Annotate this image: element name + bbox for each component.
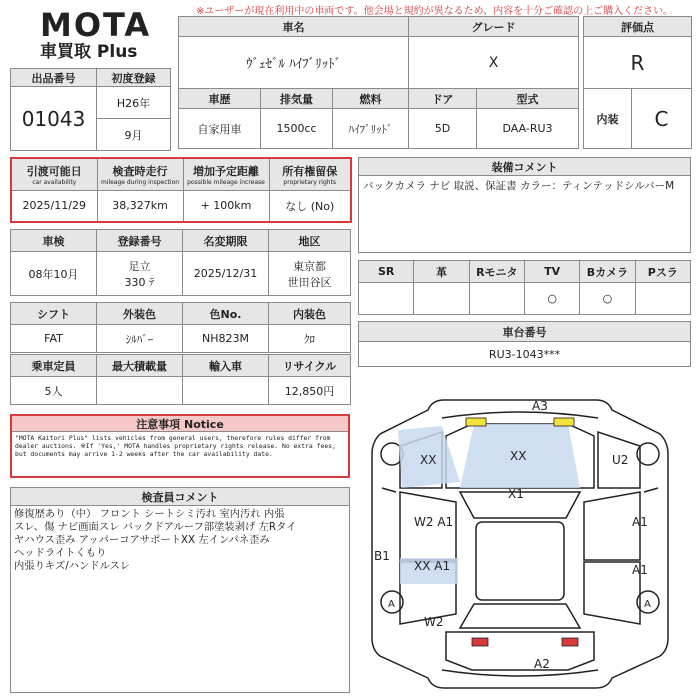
history-value: 自家用車 [179,109,261,149]
inspector-line: 修復歴あり（中） フロント シートシミ汚れ 室内汚れ 内張 [14,508,285,520]
label-xx-top: XX [510,449,527,463]
door-value: 5D [409,109,477,149]
right-mirror [644,488,658,492]
interior-color-value: ｸﾛ [269,325,351,353]
recycle-value: 12,850円 [269,377,351,405]
district-value: 東京都 世田谷区 [269,252,351,296]
grade-label: グレード [409,17,579,37]
label-a1-right-top: A1 [632,515,648,529]
chassis-number-value: RU3-1043*** [488,347,561,361]
exterior-color-value: ｼﾙﾊﾞｰ [97,325,183,353]
option-label: SR [359,261,414,283]
chassis-number-title: 車台番号 [359,322,690,342]
history-label: 車歴 [179,89,261,109]
fuel-value: ﾊｲﾌﾞﾘｯﾄﾞ [333,109,409,149]
inspection-table [10,229,351,296]
label-wheel-a-right: A [644,599,651,610]
inspector-line: ヘッドライトくもり [14,547,107,559]
option-label: TV [524,261,579,283]
score-table [583,16,692,149]
label-w2-a1: W2 A1 [414,515,454,529]
imported-label: 輸入車 [183,355,269,377]
front-bumper-line [442,412,598,418]
max-load-value [97,377,183,405]
grade-value: X [409,37,579,89]
mota-logo [40,8,150,64]
option-value [359,283,414,315]
label-a1-right-bottom: A1 [632,563,648,577]
option-label: Bカメラ [580,261,635,283]
label-b1: B1 [374,549,390,563]
label-w2: W2 [424,615,444,629]
capacity-label: 乗車定員 [11,355,97,377]
yellow-marker-right [554,418,574,426]
shaken-value: 08年10月 [11,252,97,296]
label-wheel-a-left: A [388,599,395,610]
displacement-label: 排気量 [261,89,333,109]
interior-label: 内装 [584,89,632,149]
shift-label: シフト [11,303,97,325]
label-a2: A2 [534,657,550,671]
option-value [469,283,524,315]
logo-sub: 車買取 Plus [40,42,138,62]
score-value: R [584,37,692,89]
proprietary-rights-label: 所有権留保 proprietary rights [269,158,351,190]
red-marker-left [472,638,488,646]
car-name-value: ｳﾞｪｾﾞﾙ ﾊｲﾌﾞﾘｯﾄﾞ [179,37,409,89]
label-u2: U2 [612,453,629,467]
notice-box [10,414,350,478]
max-load-label: 最大積載量 [97,355,183,377]
option-label: 革 [414,261,469,283]
car-name-label: 車名 [179,17,409,37]
registration-no-label: 登録番号 [97,230,183,252]
inspector-title: 検査員コメント [11,488,349,506]
availability-date-label: 引渡可能日 car availability [11,158,97,190]
proprietary-rights-value: なし (No) [269,190,351,222]
inspector-line: スレ、傷 ナビ画面スレ バックドアルーフ部塗装剥げ 左Rタイ [14,521,297,533]
model-value: DAA-RU3 [477,109,579,149]
option-value [635,283,690,315]
chassis-number-box [358,321,691,367]
option-label: Pスラ [635,261,690,283]
left-mirror [382,488,396,492]
yellow-marker-left [466,418,486,426]
door-label: ドア [409,89,477,109]
color-no-value: NH823M [183,325,269,353]
interior-color-label: 内装色 [269,303,351,325]
interior-value: C [632,89,692,149]
rear-window [460,604,580,628]
first-registration-label: 初度登録 [97,69,171,87]
registration-month: 9月 [97,119,171,151]
model-label: 型式 [477,89,579,109]
option-value [414,283,469,315]
mileage-increase-label: 増加予定距離 possible mileage increase [183,158,269,190]
inspector-line: ヤハウス歪み アッパーコアサポートXX 左インパネ歪み [14,534,270,546]
inspector-comment [10,487,350,693]
red-marker-right [562,638,578,646]
label-a3: A3 [532,399,548,413]
listing-no-label: 出品番号 [11,69,97,87]
label-xx-a1: XX A1 [414,559,451,573]
displacement-value: 1500cc [261,109,333,149]
option-value: ○ [580,283,635,315]
availability-date-value: 2025/11/29 [11,190,97,222]
label-x1: X1 [508,487,524,501]
fuel-label: 燃料 [333,89,409,109]
availability-table [10,157,352,223]
equipment-text: バックカメラ ナビ 取説、保証書 カラー：ティンテッドシルバーM [363,180,675,192]
option-value: ○ [524,283,579,315]
equipment-title: 装備コメント [359,158,690,176]
listing-no-value: 01043 [11,87,97,151]
color-no-label: 色No. [183,303,269,325]
capacity-value: 5人 [11,377,97,405]
shaken-label: 車検 [11,230,97,252]
recycle-label: リサイクル [269,355,351,377]
equipment-comment [358,157,691,253]
registration-year: H26年 [97,87,171,119]
mileage-value: 38,327km [97,190,183,222]
district-label: 地区 [269,230,351,252]
score-label: 評価点 [584,17,692,37]
notice-title: 注意事項 Notice [12,416,348,432]
rear-bumper-line [442,670,598,676]
shift-value: FAT [11,325,97,353]
registration-no-value: 足立 330 ﾃ [97,252,183,296]
vehicle-table [178,16,579,149]
logo-main: MOTA [40,6,152,44]
options-table [358,260,691,315]
imported-value [183,377,269,405]
name-change-deadline-value: 2025/12/31 [183,252,269,296]
mileage-label: 検査時走行 mileage during inspection [97,158,183,190]
listing-table [10,68,171,151]
inspector-line: 内張りキズ/ハンドルスレ [14,560,131,572]
mileage-increase-value: + 100km [183,190,269,222]
inspector-lines [11,506,349,575]
specs-table [10,302,351,353]
roof-panel [476,522,564,600]
capacity-table [10,354,351,405]
notice-text: "MOTA Kaitori Plus" lists vehicles from general users, therefore rules differ from dealer auctions. ※If 'Yes,' MOTA handles proprietary rights release. No extra fees, but documents may arrive 1-2 weeks after the car availability date. [15,434,336,458]
name-change-deadline-label: 名変期限 [183,230,269,252]
car-damage-diagram [362,392,692,696]
label-xx-left: XX [420,453,437,467]
user-warning: ※ユーザーが現在利用中の車両です。他会場と規約が異なるため、内容を十分ご確認の上ご購入ください。 [196,6,674,17]
option-label: Rモニタ [469,261,524,283]
exterior-color-label: 外装色 [97,303,183,325]
